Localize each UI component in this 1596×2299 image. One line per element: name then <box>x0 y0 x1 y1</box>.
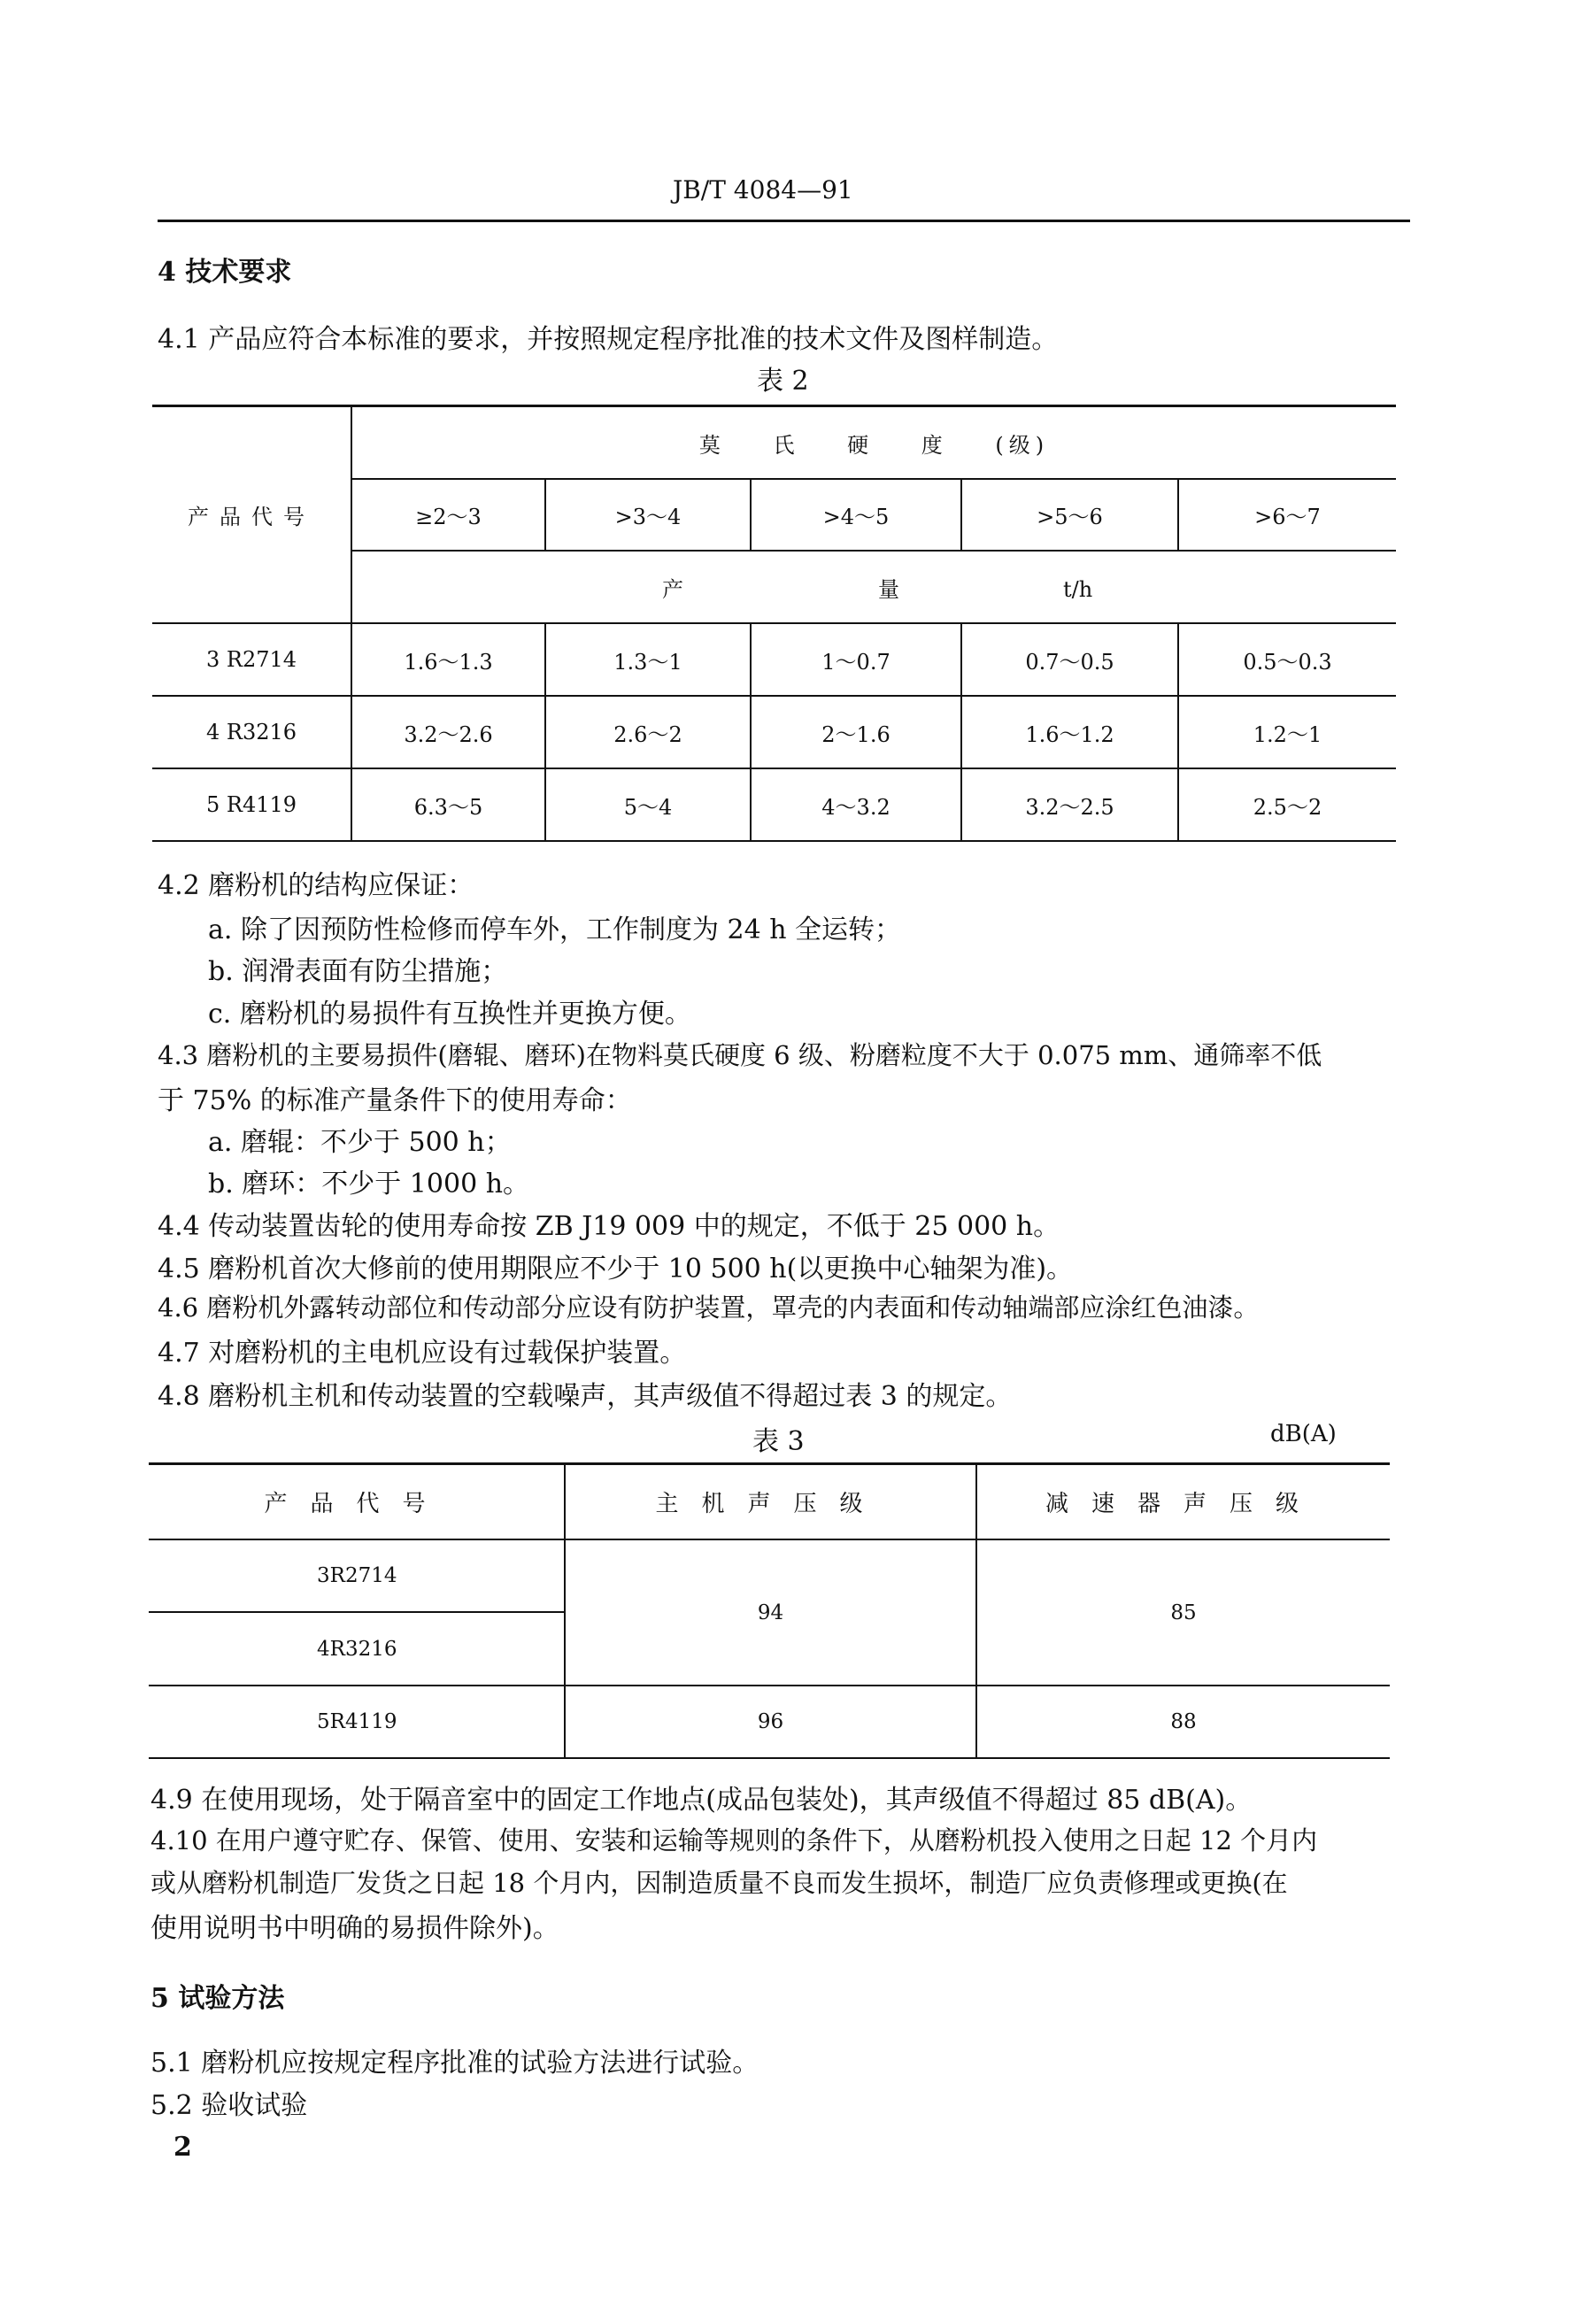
table2-cell: 1.6～1.2 <box>961 696 1178 768</box>
output-label: 产 <box>662 576 683 602</box>
table3-header-main: 主机声压级 <box>565 1465 976 1539</box>
header-rule <box>158 220 1410 222</box>
table2-cell: 3.2～2.6 <box>351 696 545 768</box>
table2-cell: 1.3～1 <box>545 623 751 696</box>
table3-code: 5R4119 <box>149 1686 565 1758</box>
table3-reducer-value: 85 <box>976 1539 1390 1686</box>
para-4-2c: c. 磨粉机的易损件有互换性并更换方便。 <box>208 999 691 1030</box>
table2-hardness-header: 莫 氏 硬 度 (级) <box>351 407 1396 479</box>
hardness-level: >3～4 <box>545 479 751 551</box>
table2-row-code: 5 R4119 <box>152 768 351 841</box>
section-5-title: 5 试验方法 <box>150 1983 285 2014</box>
para-4-2a: a. 除了因预防性检修而停车外，工作制度为 24 h 全运转； <box>208 914 902 945</box>
para-4-10-line2: 或从磨粉机制造厂发货之日起 18 个月内，因制造质量不良而发生损坏，制造厂应负责修理或更换(在 <box>150 1868 1288 1898</box>
para-4-1: 4.1 产品应符合本标准的要求，并按照规定程序批准的技术文件及图样制造。 <box>158 324 1059 355</box>
hardness-level: ≥2～3 <box>351 479 545 551</box>
table3-header-product: 产品代号 <box>149 1465 565 1539</box>
table2-cell: 0.5～0.3 <box>1178 623 1396 696</box>
table3-code: 4R3216 <box>149 1612 565 1686</box>
para-5-1: 5.1 磨粉机应按规定程序批准的试验方法进行试验。 <box>150 2048 759 2079</box>
table2-cell: 5～4 <box>545 768 751 841</box>
table2-caption: 表 2 <box>757 366 809 397</box>
hardness-level: >4～5 <box>751 479 961 551</box>
section-4-title: 4 技术要求 <box>158 257 292 288</box>
table2-cell: 1～0.7 <box>751 623 961 696</box>
para-4-5: 4.5 磨粉机首次大修前的使用期限应不少于 10 500 h(以更换中心轴架为准)。 <box>158 1254 1074 1285</box>
table2-cell: 1.2～1 <box>1178 696 1396 768</box>
table3-main-value: 94 <box>565 1539 976 1686</box>
para-4-6: 4.6 磨粉机外露转动部位和传动部分应设有防护装置，罩壳的内表面和传动轴端部应涂红色油漆。 <box>158 1292 1260 1323</box>
table2-row-code: 4 R3216 <box>152 696 351 768</box>
output-label2: 量 <box>878 576 899 602</box>
page-number: 2 <box>173 2132 192 2163</box>
table2-cell: 2～1.6 <box>751 696 961 768</box>
table3-main-value: 96 <box>565 1686 976 1758</box>
table3-code: 3R2714 <box>149 1539 565 1612</box>
table2-cell: 2.5～2 <box>1178 768 1396 841</box>
para-4-3-line1: 4.3 磨粉机的主要易损件(磨辊、磨环)在物料莫氏硬度 6 级、粉磨粒度不大于 0.075 mm、通筛率不低 <box>158 1040 1322 1070</box>
para-4-2b: b. 润滑表面有防尘措施； <box>208 956 508 987</box>
para-4-7: 4.7 对磨粉机的主电机应设有过载保护装置。 <box>158 1338 687 1369</box>
para-4-8: 4.8 磨粉机主机和传动装置的空载噪声，其声级值不得超过表 3 的规定。 <box>158 1381 1013 1412</box>
table2-cell: 1.6～1.3 <box>351 623 545 696</box>
para-4-9: 4.9 在使用现场，处于隔音室中的固定工作地点(成品包装处)，其声级值不得超过 85 dB(A)。 <box>150 1785 1253 1816</box>
para-4-10-line3: 使用说明书中明确的易损件除外)。 <box>150 1913 559 1944</box>
table2-cell: 3.2～2.5 <box>961 768 1178 841</box>
para-4-3a: a. 磨辊：不少于 500 h； <box>208 1127 512 1158</box>
output-unit: t/h <box>1063 576 1093 602</box>
para-4-3b: b. 磨环：不少于 1000 h。 <box>208 1169 530 1200</box>
hardness-level: >5～6 <box>961 479 1178 551</box>
table3-reducer-value: 88 <box>976 1686 1390 1758</box>
para-5-2: 5.2 验收试验 <box>150 2090 308 2121</box>
standard-code: JB/T 4084—91 <box>673 175 853 204</box>
table2-cell: 4～3.2 <box>751 768 961 841</box>
table2 <box>152 407 1396 842</box>
para-4-10-line1: 4.10 在用户遵守贮存、保管、使用、安装和运输等规则的条件下，从磨粉机投入使用之日起 12 个月内 <box>150 1825 1318 1855</box>
table3 <box>149 1465 1390 1759</box>
table2-cell: 0.7～0.5 <box>961 623 1178 696</box>
para-4-4: 4.4 传动装置齿轮的使用寿命按 ZB J19 009 中的规定，不低于 25 000 h。 <box>158 1211 1060 1242</box>
table3-caption: 表 3 <box>752 1426 805 1457</box>
hardness-level: >6～7 <box>1178 479 1396 551</box>
table2-cell: 6.3～5 <box>351 768 545 841</box>
para-4-3-line2: 于 75% 的标准产量条件下的使用寿命： <box>158 1085 632 1116</box>
para-4-2: 4.2 磨粉机的结构应保证： <box>158 870 474 901</box>
table2-product-header: 产品代号 <box>152 407 351 623</box>
table2-cell: 2.6～2 <box>545 696 751 768</box>
table2-output-row <box>351 551 1396 623</box>
table3-header-reducer: 减速器声压级 <box>976 1465 1390 1539</box>
table3-unit: dB(A) <box>1270 1421 1337 1447</box>
table2-row-code: 3 R2714 <box>152 623 351 696</box>
